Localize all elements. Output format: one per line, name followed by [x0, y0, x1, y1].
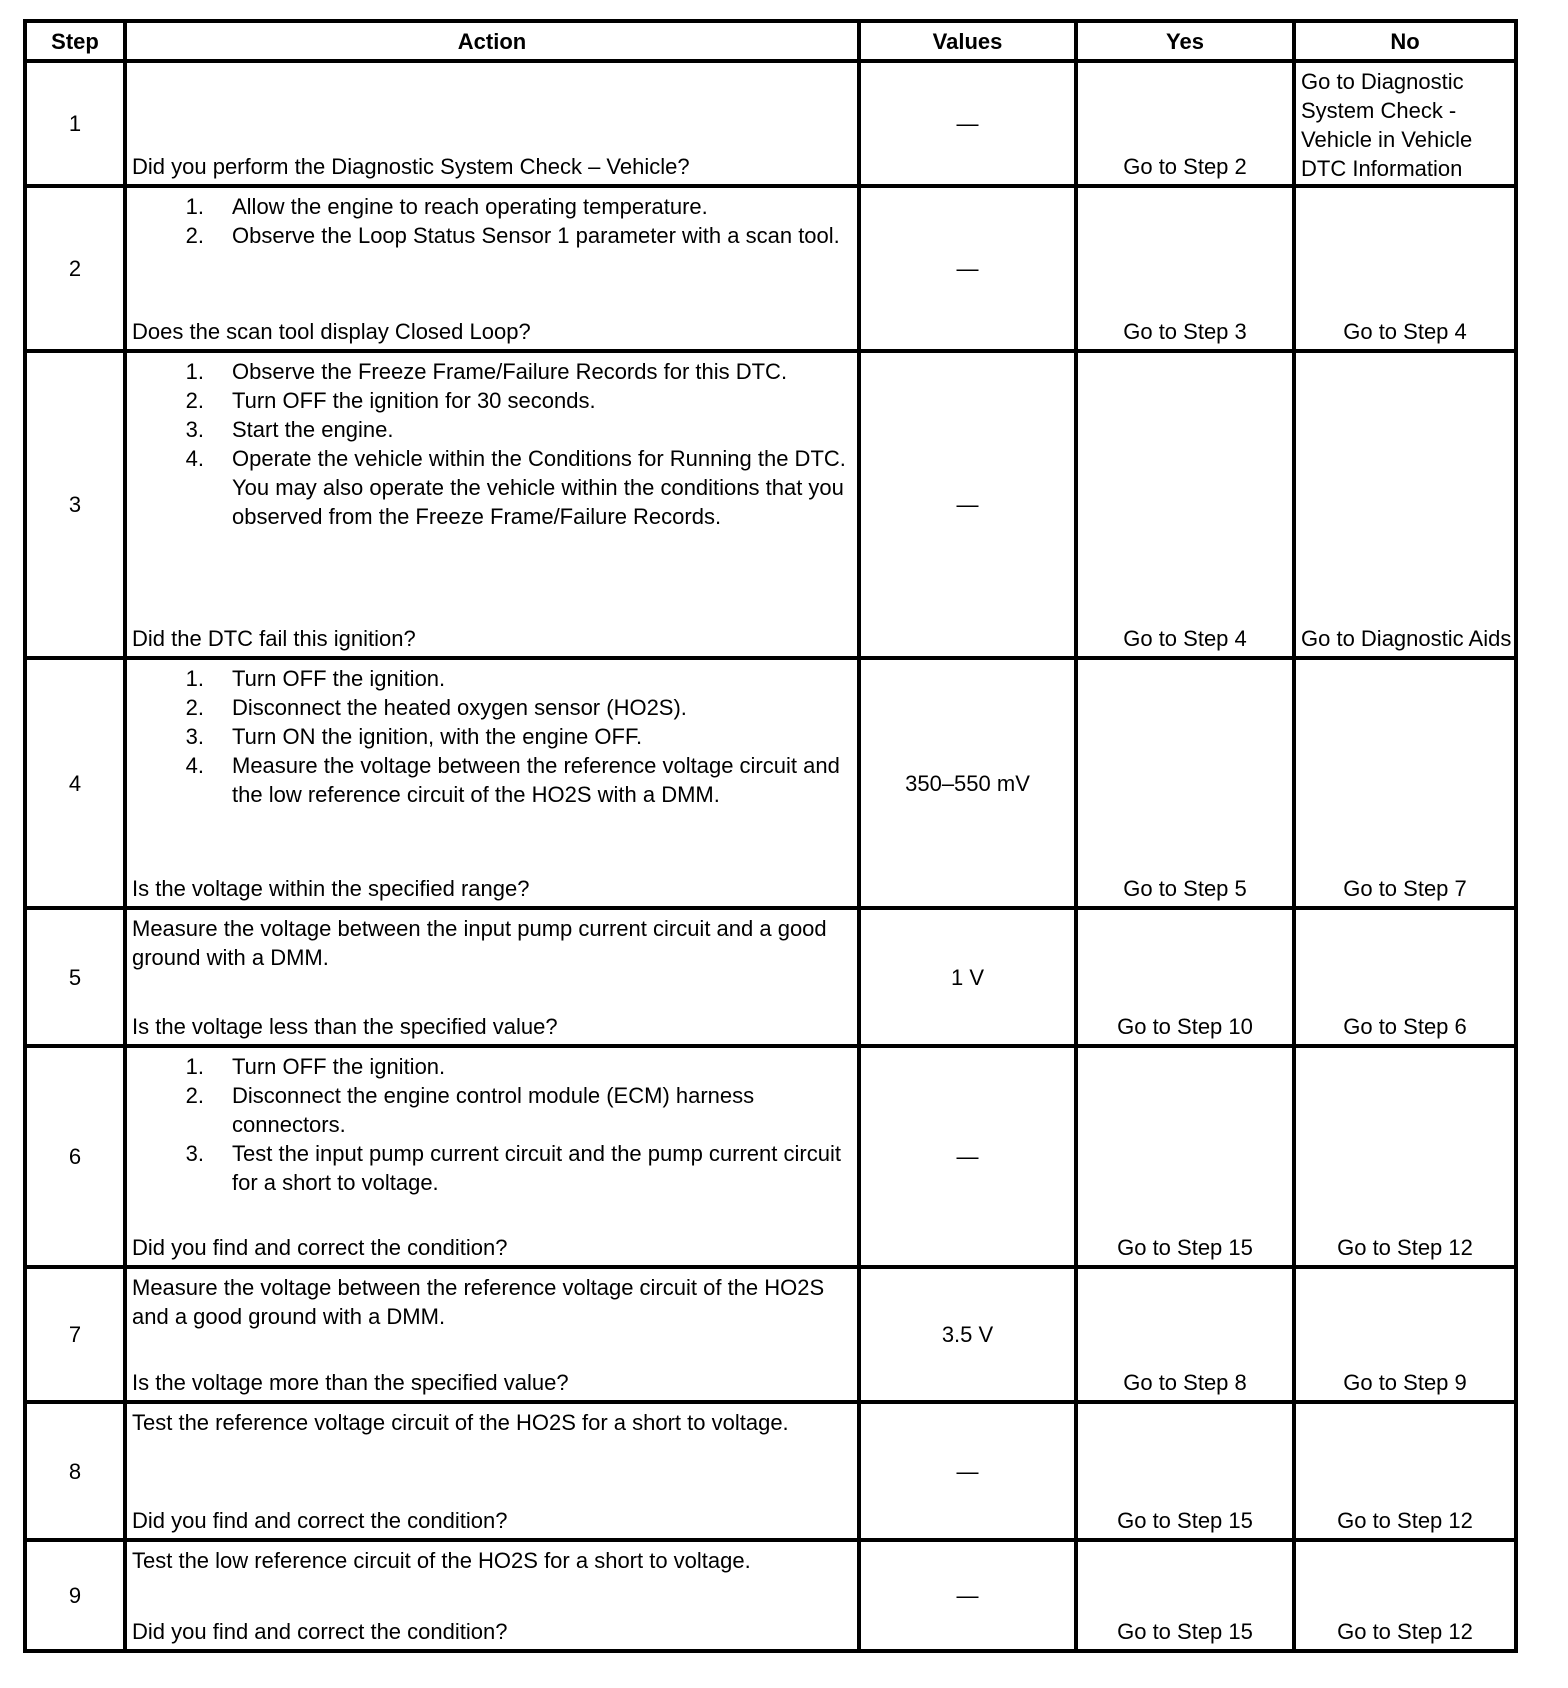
action-question: Did you find and correct the condition? [132, 1508, 508, 1533]
no-cell: Go to Step 9 [1294, 1267, 1516, 1402]
header-yes: Yes [1076, 21, 1294, 61]
action-question: Did you find and correct the condition? [132, 1235, 508, 1260]
action-instructions [132, 914, 851, 972]
no-cell: Go to Step 6 [1294, 908, 1516, 1046]
action-content [132, 1273, 851, 1397]
step-number: 9 [25, 1540, 125, 1651]
value-cell: — [859, 1540, 1076, 1651]
action-cell [125, 351, 859, 658]
instruction-number: 3. [185, 724, 204, 749]
value-cell: 350–550 mV [859, 658, 1076, 908]
instruction-number: 4. [185, 446, 204, 471]
instruction-item [132, 751, 851, 809]
value-cell: — [859, 1046, 1076, 1267]
action-content [132, 664, 851, 903]
table-row [25, 61, 1516, 186]
instruction-number: 1. [185, 194, 204, 219]
action-content [132, 1408, 851, 1535]
action-text: Measure the voltage between the input pump current circuit and a good ground with a DMM. [132, 916, 827, 970]
action-question: Is the voltage within the specified range? [132, 876, 530, 901]
instruction-item [132, 1052, 851, 1081]
instruction-number: 1. [185, 1054, 204, 1079]
action-question: Did you find and correct the condition? [132, 1619, 508, 1644]
no-cell: Go to Step 12 [1294, 1402, 1516, 1540]
step-number: 2 [25, 186, 125, 351]
instruction-item [132, 1139, 851, 1197]
action-cell [125, 908, 859, 1046]
instruction-item [132, 357, 851, 386]
yes-cell: Go to Step 10 [1076, 908, 1294, 1046]
table-row [25, 186, 1516, 351]
step-number: 7 [25, 1267, 125, 1402]
action-cell [125, 658, 859, 908]
instruction-number: 3. [185, 417, 204, 442]
action-content [132, 357, 851, 653]
instruction-number: 4. [185, 753, 204, 778]
action-text: Test the reference voltage circuit of the HO2S for a short to voltage. [132, 1410, 789, 1435]
table-row [25, 908, 1516, 1046]
action-content [132, 1052, 851, 1262]
value-cell: 3.5 V [859, 1267, 1076, 1402]
instruction-text: Disconnect the engine control module (ECM) harness connectors. [232, 1083, 755, 1137]
yes-cell: Go to Step 2 [1076, 61, 1294, 186]
action-content [132, 1546, 851, 1646]
action-cell [125, 61, 859, 186]
action-question: Does the scan tool display Closed Loop? [132, 319, 531, 344]
yes-cell: Go to Step 15 [1076, 1402, 1294, 1540]
instruction-item [132, 722, 851, 751]
no-cell: Go to Step 4 [1294, 186, 1516, 351]
step-number: 4 [25, 658, 125, 908]
action-instructions [132, 357, 851, 531]
no-cell: Go to Step 12 [1294, 1046, 1516, 1267]
step-number: 6 [25, 1046, 125, 1267]
no-cell: Go to Step 12 [1294, 1540, 1516, 1651]
instruction-item [132, 444, 851, 531]
instruction-list [132, 192, 851, 250]
table-row [25, 658, 1516, 908]
instruction-item [132, 386, 851, 415]
table-row [25, 1540, 1516, 1651]
action-cell [125, 186, 859, 351]
no-cell: Go to Diagnostic Aids [1294, 351, 1516, 658]
action-instructions [132, 1273, 851, 1331]
value-cell: — [859, 61, 1076, 186]
diagnostic-table [23, 19, 1518, 1653]
step-number: 3 [25, 351, 125, 658]
table-row [25, 351, 1516, 658]
header-action: Action [125, 21, 859, 61]
value-cell: — [859, 1402, 1076, 1540]
action-instructions [132, 664, 851, 809]
instruction-text: Disconnect the heated oxygen sensor (HO2S). [232, 695, 687, 720]
instruction-list [132, 357, 851, 531]
action-question: Is the voltage more than the specified value? [132, 1370, 569, 1395]
header-no: No [1294, 21, 1516, 61]
instruction-text: Allow the engine to reach operating temperature. [232, 194, 708, 219]
step-number: 5 [25, 908, 125, 1046]
action-content [132, 67, 851, 181]
instruction-number: 2. [185, 695, 204, 720]
instruction-text: Test the input pump current circuit and the pump current circuit for a short to voltage. [232, 1141, 841, 1195]
action-question: Is the voltage less than the specified value? [132, 1014, 558, 1039]
yes-cell: Go to Step 15 [1076, 1540, 1294, 1651]
action-question: Did the DTC fail this ignition? [132, 626, 416, 651]
instruction-number: 2. [185, 223, 204, 248]
action-text: Measure the voltage between the reference voltage circuit of the HO2S and a good ground with a DMM. [132, 1275, 825, 1329]
instruction-item [132, 1081, 851, 1139]
action-cell [125, 1540, 859, 1651]
instruction-number: 3. [185, 1141, 204, 1166]
instruction-item [132, 192, 851, 221]
instruction-text: Measure the voltage between the reference voltage circuit and the low reference circuit of the HO2S with a DMM. [232, 753, 840, 807]
yes-cell: Go to Step 3 [1076, 186, 1294, 351]
instruction-text: Turn OFF the ignition. [232, 666, 446, 691]
action-cell [125, 1046, 859, 1267]
value-cell: — [859, 351, 1076, 658]
instruction-number: 1. [185, 666, 204, 691]
value-cell: 1 V [859, 908, 1076, 1046]
no-cell: Go to Diagnostic System Check - Vehicle in Vehicle DTC Information [1294, 61, 1516, 186]
instruction-text: Turn ON the ignition, with the engine OFF. [232, 724, 643, 749]
step-number: 8 [25, 1402, 125, 1540]
yes-cell: Go to Step 8 [1076, 1267, 1294, 1402]
table-row [25, 1402, 1516, 1540]
action-instructions [132, 1408, 851, 1437]
action-cell [125, 1402, 859, 1540]
instruction-text: Turn OFF the ignition for 30 seconds. [232, 388, 596, 413]
step-number: 1 [25, 61, 125, 186]
action-question: Did you perform the Diagnostic System Check – Vehicle? [132, 154, 690, 179]
table-row [25, 1267, 1516, 1402]
value-cell: — [859, 186, 1076, 351]
instruction-number: 2. [185, 1083, 204, 1108]
header-row [25, 21, 1516, 61]
yes-cell: Go to Step 15 [1076, 1046, 1294, 1267]
header-step: Step [25, 21, 125, 61]
action-content [132, 914, 851, 1041]
yes-cell: Go to Step 5 [1076, 658, 1294, 908]
instruction-item [132, 415, 851, 444]
instruction-number: 2. [185, 388, 204, 413]
instruction-text: Start the engine. [232, 417, 394, 442]
instruction-item [132, 221, 851, 250]
instruction-text: Observe the Freeze Frame/Failure Records for this DTC. [232, 359, 788, 384]
instruction-item [132, 664, 851, 693]
table-body [25, 61, 1516, 1651]
instruction-number: 1. [185, 359, 204, 384]
instruction-text: Operate the vehicle within the Conditions for Running the DTC. You may also operate the vehicle within the conditions that you observed from the Freeze Frame/Failure Records. [232, 446, 846, 529]
instruction-list [132, 664, 851, 809]
instruction-item [132, 693, 851, 722]
no-cell: Go to Step 7 [1294, 658, 1516, 908]
instruction-list [132, 1052, 851, 1197]
header-values: Values [859, 21, 1076, 61]
action-instructions [132, 1546, 851, 1575]
action-content [132, 192, 851, 346]
instruction-text: Observe the Loop Status Sensor 1 parameter with a scan tool. [232, 223, 840, 248]
action-instructions [132, 1052, 851, 1197]
action-cell [125, 1267, 859, 1402]
action-instructions [132, 192, 851, 250]
table-row [25, 1046, 1516, 1267]
yes-cell: Go to Step 4 [1076, 351, 1294, 658]
action-text: Test the low reference circuit of the HO2S for a short to voltage. [132, 1548, 751, 1573]
instruction-text: Turn OFF the ignition. [232, 1054, 446, 1079]
